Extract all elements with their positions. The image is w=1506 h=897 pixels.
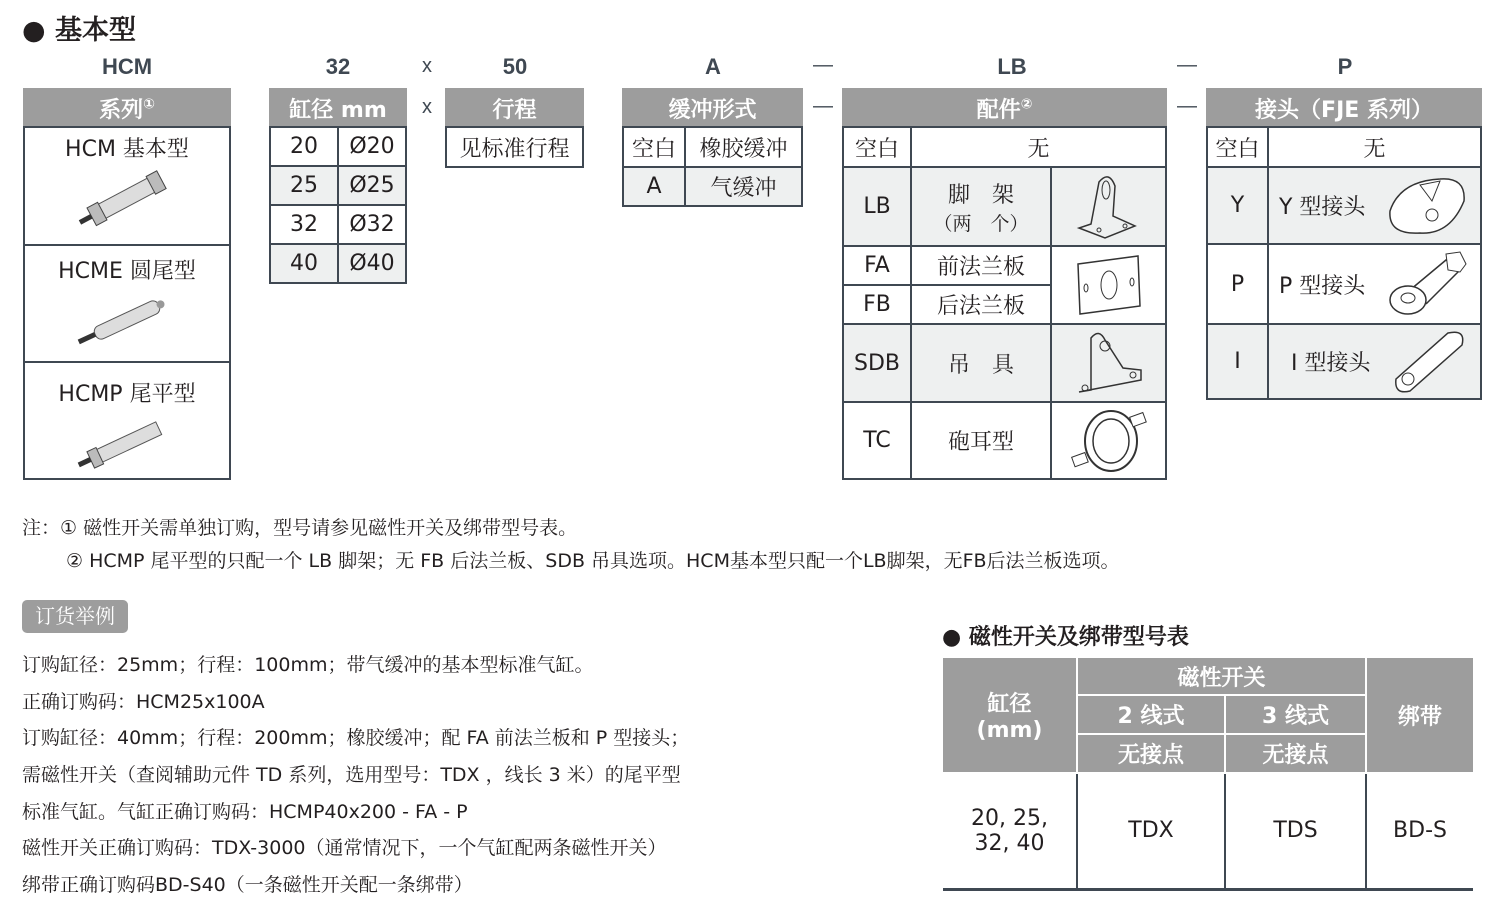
order-line: 订购缸径：40mm；行程：200mm；橡胶缓冲；配 FA 前法兰板和 P 型接头； — [22, 727, 690, 749]
order-example-badge: 订货举例 — [22, 600, 128, 633]
flange-plate-image — [1051, 246, 1166, 324]
joint-code[interactable]: 空白 — [1207, 127, 1268, 167]
joint-code[interactable]: I — [1207, 324, 1268, 399]
joint-cell — [1268, 167, 1481, 244]
header-dash: — — [813, 95, 833, 117]
accessory-code[interactable]: FA — [843, 246, 911, 285]
order-line: 需磁性开关（查阅辅助元件 TD 系列，选用型号：TDX ，线长 3 米）的尾平型 — [22, 764, 681, 786]
accessory-code[interactable]: TC — [843, 402, 911, 479]
accessory-code[interactable]: FB — [843, 285, 911, 324]
order-line: 磁性开关正确订购码：TDX-3000（通常情况下，一个气缸配两条磁性开关） — [22, 837, 667, 859]
joint-table — [1206, 88, 1482, 400]
joint-code[interactable]: P — [1207, 244, 1268, 324]
three-wire-model: TDS — [1225, 773, 1366, 889]
bore-code[interactable]: 40 — [270, 244, 338, 283]
accessory-name: 脚 架 （两 个） — [911, 167, 1051, 246]
series-label: HCM 基本型 — [65, 137, 189, 162]
bore-code[interactable]: 25 — [270, 166, 338, 205]
bore-dia: Ø40 — [338, 244, 406, 283]
code-series: HCM — [101, 54, 153, 79]
trunnion-image — [1051, 402, 1166, 479]
stroke-table — [445, 88, 584, 168]
band-model: BD-S — [1366, 773, 1473, 889]
joint-code[interactable]: Y — [1207, 167, 1268, 244]
bore-code[interactable]: 32 — [270, 205, 338, 244]
section-title: ● 基本型 — [22, 15, 136, 46]
cylinder-image — [72, 163, 182, 233]
stroke-header: 行程 — [446, 89, 583, 127]
series-label: HCMP 尾平型 — [58, 382, 196, 407]
joint-name: P 型接头 — [1279, 273, 1366, 299]
joint-header: 接头（FJE 系列） — [1207, 89, 1481, 127]
accessory-name: 前法兰板 — [911, 246, 1051, 285]
bore-header: 缸径 (mm) — [943, 657, 1077, 773]
cylinder-image — [72, 285, 182, 355]
i-joint-image — [1390, 329, 1470, 395]
note-2: ② HCMP 尾平型的只配一个 LB 脚架；无 FB 后法兰板、SDB 吊具选项。HCM基本型只配一个LB脚架，无FB后法兰板选项。 — [66, 550, 1120, 572]
bore-values: 20, 25, 32, 40 — [943, 773, 1077, 889]
note-1: 注：① 磁性开关需单独订购，型号请参见磁性开关及绑带型号表。 — [22, 517, 578, 539]
joint-name: Y 型接头 — [1279, 195, 1366, 220]
contactless-header: 无接点 — [1225, 734, 1366, 773]
stroke-value: 见标准行程 — [446, 127, 583, 167]
accessory-name: 吊 具 — [911, 324, 1051, 402]
cushion-table — [622, 88, 803, 207]
band-header: 绑带 — [1366, 657, 1473, 773]
three-wire-header: 3 线式 — [1225, 695, 1366, 734]
series-item[interactable] — [24, 362, 230, 479]
order-line: 订购缸径：25mm；行程：100mm；带气缓冲的基本型标准气缸。 — [22, 654, 594, 676]
series-item[interactable] — [24, 127, 230, 245]
accessory-name: 砲耳型 — [911, 402, 1051, 479]
accessory-code[interactable]: 空白 — [843, 127, 911, 167]
accessory-code[interactable]: SDB — [843, 324, 911, 402]
two-wire-header: 2 线式 — [1077, 695, 1225, 734]
y-joint-image — [1380, 171, 1470, 241]
accessory-name: 无 — [911, 127, 1166, 167]
code-cushion: A — [705, 54, 721, 79]
contactless-header: 无接点 — [1077, 734, 1225, 773]
accessory-name: 后法兰板 — [911, 285, 1051, 324]
code-stroke: 50 — [502, 54, 528, 79]
bore-dia: Ø20 — [338, 127, 406, 166]
joint-name: 无 — [1268, 127, 1481, 167]
joint-cell — [1268, 244, 1481, 324]
magnet-table — [943, 656, 1473, 891]
cushion-code[interactable]: A — [623, 167, 685, 206]
series-item[interactable] — [24, 245, 230, 362]
code-dash: — — [813, 54, 833, 76]
header-dash: — — [1177, 95, 1197, 117]
accessory-header: 配件② — [843, 89, 1166, 127]
foot-bracket-image — [1051, 167, 1166, 246]
order-line: 正确订购码：HCM25x100A — [22, 691, 265, 713]
bore-dia: Ø32 — [338, 205, 406, 244]
order-line: 绑带正确订购码BD-S40（一条磁性开关配一条绑带） — [22, 874, 473, 896]
bore-table — [269, 88, 407, 284]
cushion-name: 气缓冲 — [685, 167, 802, 206]
cushion-code[interactable]: 空白 — [623, 127, 685, 167]
cylinder-image — [72, 408, 182, 478]
p-joint-image — [1380, 248, 1470, 320]
bore-dia: Ø25 — [338, 166, 406, 205]
code-bore: 32 — [325, 54, 351, 79]
cushion-header: 缓冲形式 — [623, 89, 802, 127]
joint-cell — [1268, 324, 1481, 399]
code-dash: — — [1177, 54, 1197, 76]
code-x: x — [422, 55, 432, 77]
bore-code[interactable]: 20 — [270, 127, 338, 166]
series-table — [23, 88, 231, 480]
joint-name: I 型接头 — [1291, 351, 1371, 376]
bore-header: 缸径 mm — [270, 89, 406, 127]
two-wire-model: TDX — [1077, 773, 1225, 889]
code-joint: P — [1337, 54, 1353, 79]
order-line: 标准气缸。气缸正确订购码：HCMP40x200 - FA - P — [22, 801, 468, 823]
switch-header: 磁性开关 — [1077, 657, 1366, 695]
magnet-table-title: ● 磁性开关及绑带型号表 — [942, 625, 1189, 650]
header-x: x — [422, 96, 432, 118]
accessory-code[interactable]: LB — [843, 167, 911, 246]
series-label: HCME 圆尾型 — [58, 259, 196, 284]
code-accessory: LB — [997, 54, 1027, 79]
clevis-bracket-image — [1051, 324, 1166, 402]
accessory-table — [842, 88, 1167, 480]
series-header: 系列① — [24, 89, 230, 127]
cushion-name: 橡胶缓冲 — [685, 127, 802, 167]
